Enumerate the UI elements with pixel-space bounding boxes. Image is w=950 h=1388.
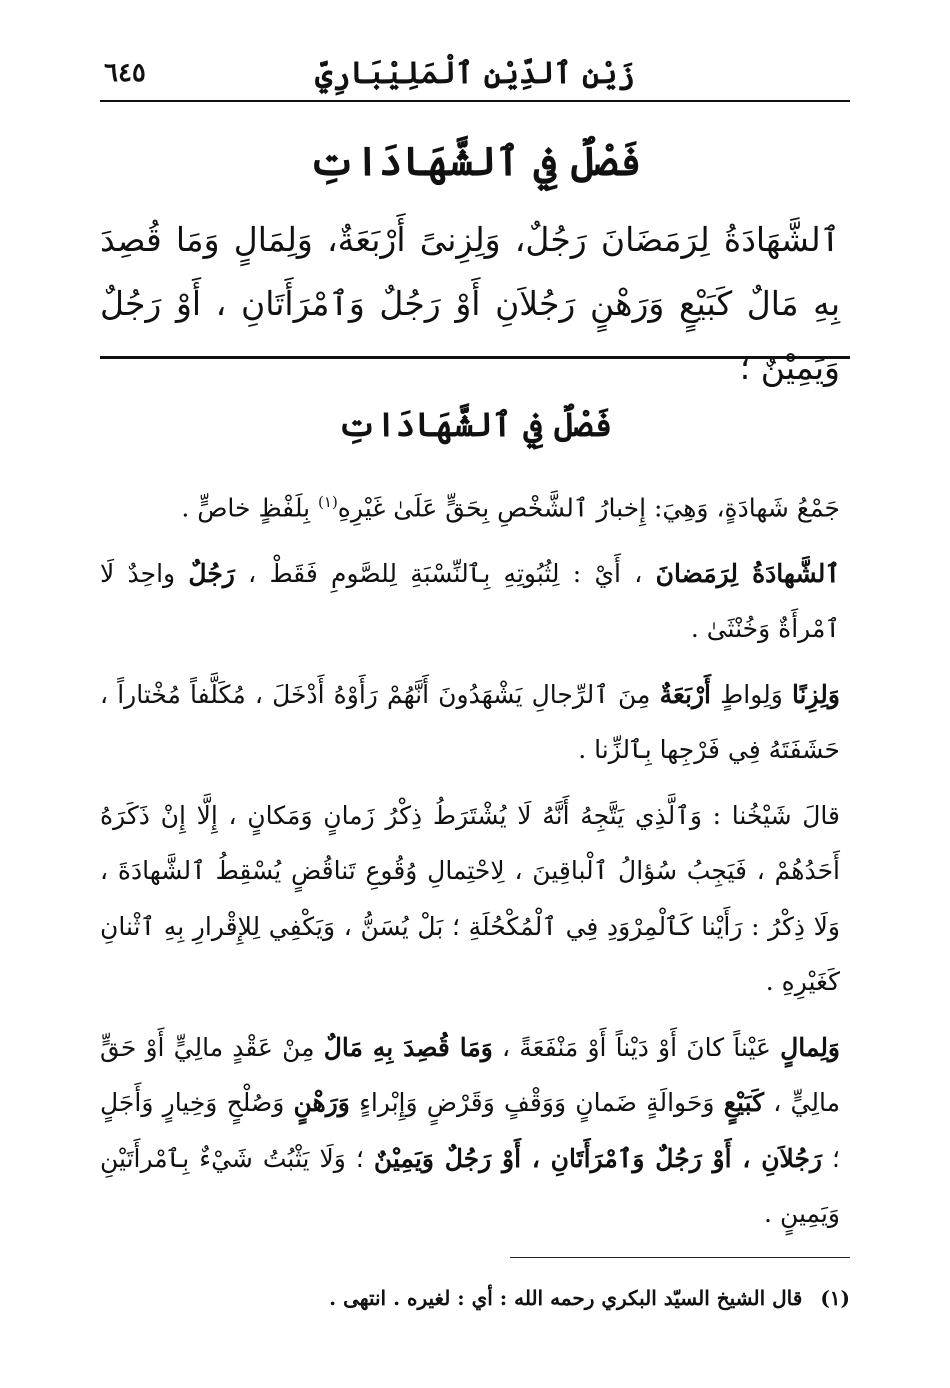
sharh-heading: فَصْلٌ فِي ٱلشَّهَادَاتِ (337, 405, 613, 444)
matn-quote: أَرْبَعَةٌ (659, 679, 712, 709)
footnote-marker: (١) (318, 493, 338, 511)
header-rule (100, 100, 850, 102)
matn-text: ٱلشَّهَادَةُ لِرَمَضَانَ رَجُلٌ، وَلِزِنىً أَرْبَعَةٌ، وَلِمَالٍ وَمَا قُصِدَ بِهِ مَالٌ كَبَيْعٍ وَرَهْنٍ رَجُلاَنِ أَوْ رَجُلٌ وَٱمْرَأَتَانِ ، أَوْ رَجُلٌ وَيَمِيْنٌ ؛ (100, 220, 840, 387)
matn-quote: وَلِمالٍ (780, 1032, 841, 1062)
footnote (100, 1286, 850, 1310)
matn-quote: وَلِزِنًا (791, 679, 840, 709)
text-run: بِلَفْظٍ خاصٍّ . (181, 493, 319, 523)
text-run: وَحَوالَةٍ ضَمانٍ وَوَقْفٍ وَقَرْضٍ وَإِبْراءٍ (349, 1088, 724, 1118)
text-run: ؛ وَلَا يَثْبُتُ شَيْءٌ بِٱمْرأَتَيْنِ وَيَمِينٍ . (100, 1143, 840, 1229)
matn-quote: رَجُلاَنِ ، أَوْ رَجُلٌ وَٱمْرَأَتَانِ ، أَوْ رَجُلٌ وَيَمِيْنٌ (373, 1143, 823, 1173)
paragraph-zina (100, 667, 840, 778)
footnote-rule (510, 1257, 850, 1258)
matn-quote: ٱلشَّهادَةُ لِرَمَضانَ (655, 558, 841, 588)
text-run: عَيْناً كانَ أَوْ دَيْناً أَوْ مَنْفَعَةً ، (492, 1032, 781, 1062)
section-divider (100, 356, 850, 359)
text-run: وَصُلْحٍ وَخِيارٍ وَأَجَلٍ ؛ (100, 1088, 841, 1173)
matn-quote: كَبَيْعٍ (723, 1088, 765, 1118)
paragraph-mal (100, 1020, 840, 1242)
matn-heading: فَصْلٌ فِي ٱلشَّهَادَاتِ (308, 138, 642, 185)
text-run: مِنْ عَقْدٍ مالِيٍّ أَوْ حَقٍّ مالِيٍّ ، (100, 1032, 840, 1118)
paragraph-definition (100, 475, 840, 536)
text-run: واحِدٌ لَا ٱمْرأَةٌ وَخُنْثَىٰ . (100, 558, 840, 644)
footnote-number: (١) (820, 1286, 850, 1310)
matn-quote: وَرَهْنٍ (293, 1088, 350, 1118)
matn-quote: وَمَا قُصِدَ بِهِ مَالٌ (323, 1032, 493, 1062)
matn-quote: رَجُلٌ (188, 558, 235, 588)
paragraph-shaykh (100, 788, 840, 1010)
running-title: زَيْن ٱلدِّيْنِ ٱلْمَلِيْبَارِيِّ (315, 56, 635, 91)
text-run: ، أَيْ : لِثُبُوتِهِ بِٱلنِّسْبَةِ لِلصَّومِ فَقَطْ ، (234, 558, 656, 588)
text-run: جَمْعُ شَهادَةٍ، وَهِيَ: إِخبارُ ٱلشَّخْصِ بِحَقٍّ عَلَىٰ غَيْرِهِ (337, 493, 840, 523)
text-run: مِنَ ٱلرِّجالِ يَشْهَدُونَ أَنَّهُمْ رَأَوْهُ أَدْخَلَ ، مُكَلَّفاً مُخْتاراً ، حَشَفَتَهُ فِي فَرْجِها بِٱلزِّنا . (100, 679, 840, 765)
sharh-body (100, 475, 840, 1252)
page-number: ٦٤٥ (104, 58, 146, 88)
text-run: قالَ شَيْخُنا : وَٱلَّذِي يَتَّجِهُ أَنَّهُ لَا يُشْتَرَطُ ذِكْرُ زَمانٍ وَمَكانٍ ، إِلَّا إِنْ ذَكَرَهُ أَحَدُهُمْ ، فَيَجِبُ سُؤالُ ٱلْباقِينَ ، لِاحْتِمالِ وُقُوعِ تَناقُضٍ يُسْقِطُ ٱلشَّهادَةَ ، وَلَا ذِكْرُ : رَأَيْنا كَٱلْمِرْوَدِ فِي ٱلْمُكْحُلَةِ ؛ بَلْ يُسَنُّ ، وَيَكْفِي لِلإِقْرارِ بِهِ ٱثْنانِ كَغَيْرِهِ . (100, 800, 840, 997)
text-run: وَلِواطٍ (711, 679, 792, 709)
footnote-text: قال الشيخ السيّد البكري رحمه الله : أي : لغيره . انتهى . (329, 1286, 803, 1310)
paragraph-ramadan (100, 546, 840, 657)
running-header (100, 52, 850, 98)
